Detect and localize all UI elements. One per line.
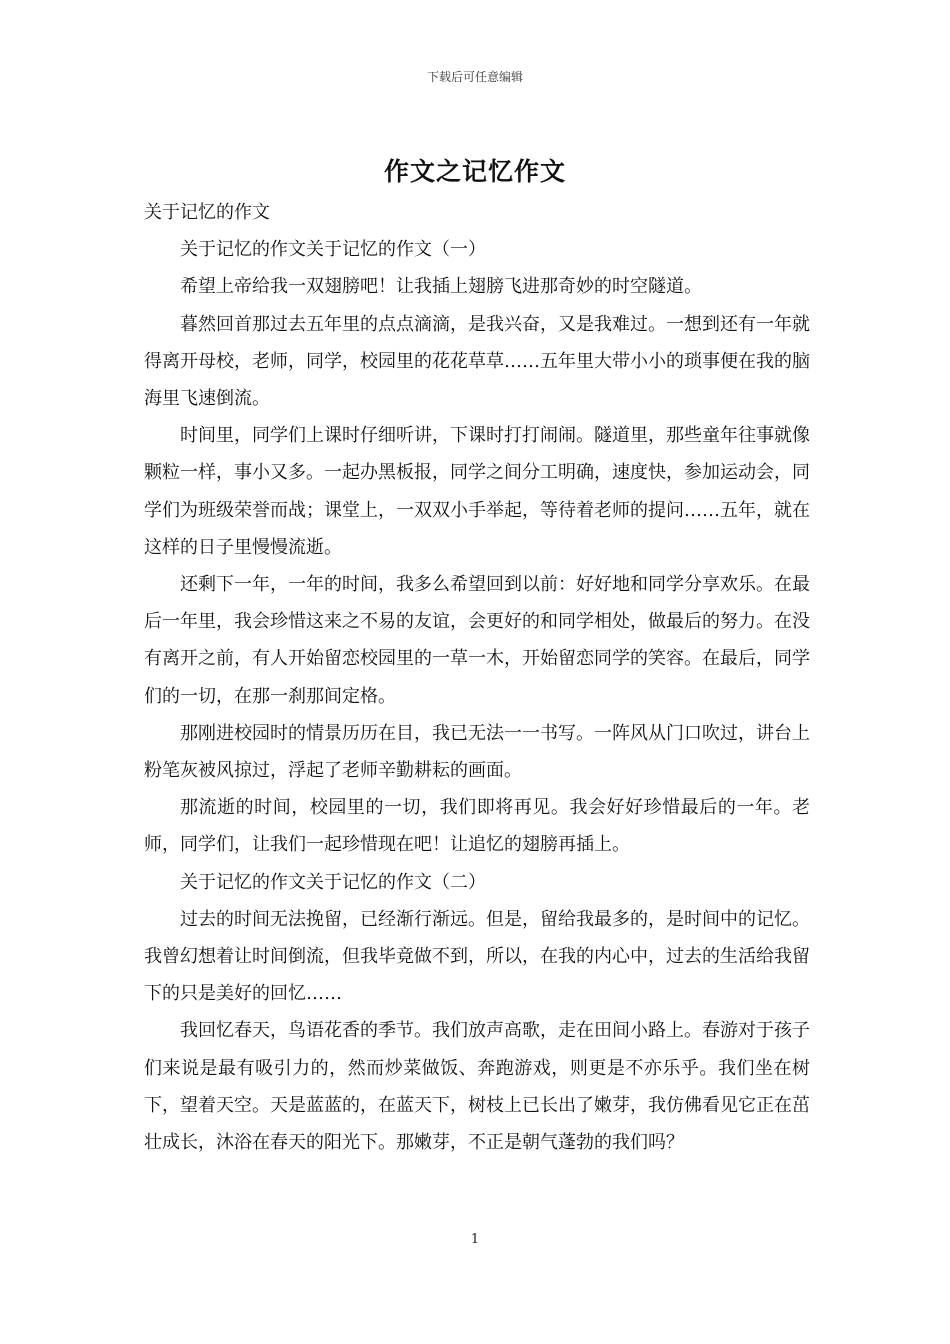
subsection-heading: 关于记忆的作文关于记忆的作文（二） bbox=[180, 871, 486, 893]
paragraph: 过去的时间无法挽留，已经渐行渐远。但是，留给我最多的，是时间中的记忆。我曾幻想着让时间倒流，但我毕竟做不到，所以，在我的内心中，过去的生活给我留下的只是美好的回忆…… bbox=[144, 908, 810, 1005]
paragraph: 时间里，同学们上课时仔细听讲，下课时打打闹闹。隧道里，那些童年往事就像颗粒一样，事小又多。一起办黑板报，同学之间分工明确，速度快，参加运动会，同学们为班级荣誉而战；课堂上，一双双小手举起，等待着老师的提问……五年，就在这样的日子里慢慢流逝。 bbox=[144, 425, 810, 558]
document-body bbox=[144, 194, 810, 1161]
paragraph: 那流逝的时间，校园里的一切，我们即将再见。我会好好珍惜最后的一年。老师，同学们，让我们一起珍惜现在吧！让追忆的翅膀再插上。 bbox=[144, 797, 810, 856]
paragraph: 暮然回首那过去五年里的点点滴滴，是我兴奋，又是我难过。一想到还有一年就得离开母校，老师，同学，校园里的花花草草……五年里大带小小的琐事便在我的脑海里飞速倒流。 bbox=[144, 313, 810, 410]
paragraph: 还剩下一年，一年的时间，我多么希望回到以前：好好地和同学分享欢乐。在最后一年里，我会珍惜这来之不易的友谊，会更好的和同学相处，做最后的努力。在没有离开之前，有人开始留恋校园里的一草一木，开始留恋同学的笑容。在最后，同学们的一切，在那一刹那间定格。 bbox=[144, 574, 810, 707]
page-header: 下载后可任意编辑 bbox=[426, 70, 523, 84]
subsection-heading: 关于记忆的作文关于记忆的作文（一） bbox=[180, 239, 486, 261]
paragraph: 那刚进校园时的情景历历在目，我已无法一一书写。一阵风从门口吹过，讲台上粉笔灰被风掠过，浮起了老师辛勤耕耘的画面。 bbox=[144, 722, 810, 782]
paragraph: 我回忆春天，鸟语花香的季节。我们放声高歌，走在田间小路上。春游对于孩子们来说是最有吸引力的，然而炒菜做饭、奔跑游戏，则更是不亦乐乎。我们坐在树下，望着天空。天是蓝蓝的，在蓝天下，树枝上已长出了嫩芽，我仿佛看见它正在茁壮成长，沐浴在春天的阳光下。那嫩芽，不正是朝气蓬勃的我们吗？ bbox=[144, 1020, 810, 1154]
paragraph: 希望上帝给我一双翅膀吧！让我插上翅膀飞进那奇妙的时空隧道。 bbox=[180, 276, 702, 298]
document-title: 作文之记忆作文 bbox=[383, 157, 566, 186]
page-number: 1 bbox=[470, 1232, 480, 1247]
section-heading: 关于记忆的作文 bbox=[144, 202, 270, 223]
